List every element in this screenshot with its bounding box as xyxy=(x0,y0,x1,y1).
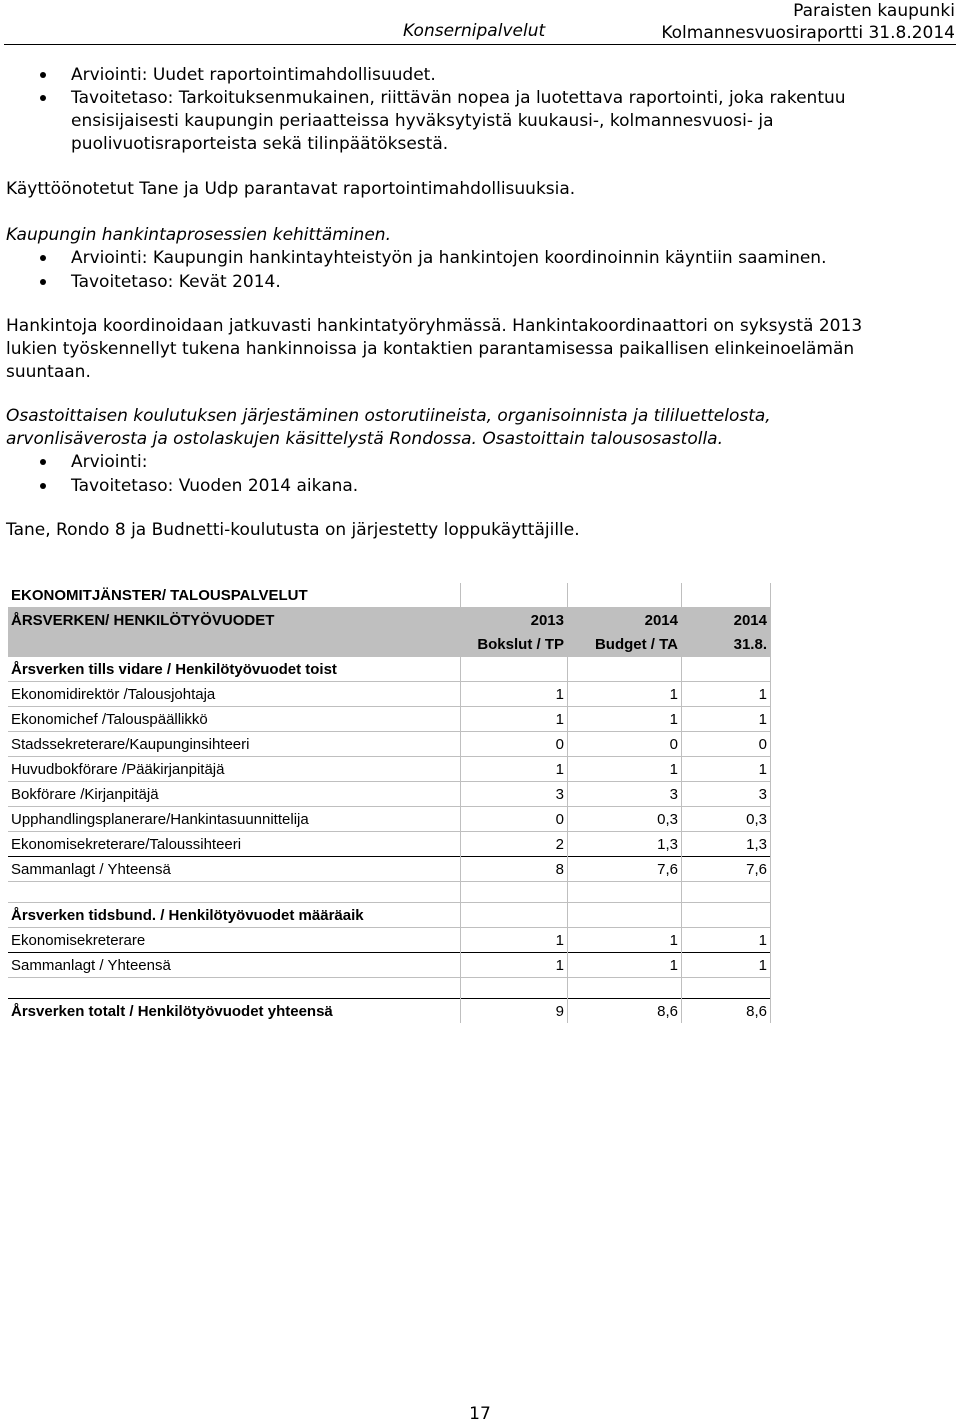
bullet-text: Tavoitetaso: Tarkoituksenmukainen, riittävän nopea ja luotettava raportointi, joka rakentuu xyxy=(71,88,846,108)
year-header: 2013 xyxy=(461,608,568,633)
table-row: Stadssekreterare/Kaupunginsihteeri 0 0 0 xyxy=(8,732,771,757)
bullet-text: puolivuotisraporteista sekä tilinpäätöksestä. xyxy=(71,134,449,154)
subtotal-row: Sammanlagt / Yhteensä 1 1 1 xyxy=(8,953,771,978)
paragraph: Käyttöönotetut Tane ja Udp parantavat raportointimahdollisuuksia. xyxy=(6,179,576,199)
subtotal-row: Sammanlagt / Yhteensä 8 7,6 7,6 xyxy=(8,857,771,882)
section-heading: Osastoittaisen koulutuksen järjestäminen ostorutiineista, organisoinnista ja tililuettelosta, xyxy=(6,406,771,426)
column-subheader: Bokslut / TP xyxy=(461,632,568,657)
paragraph: Hankintoja koordinoidaan jatkuvasti hankintatyöryhmässä. Hankintakoordinaattori on syksystä 2013 xyxy=(6,316,863,336)
paragraph: Tane, Rondo 8 ja Budnetti-koulutusta on järjestetty loppukäyttäjille. xyxy=(6,520,580,540)
bullet-text: Arviointi: Uudet raportointimahdollisuudet. xyxy=(71,65,436,85)
bullet-text: ensisijaisesti kaupungin periaatteissa hyväksytyistä kuukausi-, kolmannesvuosi- ja xyxy=(71,111,774,131)
year-header: 2014 xyxy=(682,608,771,633)
table-subtitle: ÅRSVERKEN/ HENKILÖTYÖVUODET xyxy=(8,608,461,633)
header-rule xyxy=(4,44,956,45)
bullet-text: Arviointi: Kaupungin hankintayhteistyön ja hankintojen koordinoinnin käyntiin saaminen. xyxy=(71,248,827,268)
column-subheader: Budget / TA xyxy=(568,632,682,657)
table-row: Ekonomidirektör /Talousjohtaja 1 1 1 xyxy=(8,682,771,707)
table-row: Huvudbokförare /Pääkirjanpitäjä 1 1 1 xyxy=(8,757,771,782)
section-name: Konsernipalvelut xyxy=(403,21,546,41)
bullet-icon xyxy=(40,459,46,465)
section-heading: arvonlisäverosta ja ostolaskujen käsittelystä Rondossa. Osastoittain talousosastolla. xyxy=(6,429,723,449)
bullet-text: Tavoitetaso: Vuoden 2014 aikana. xyxy=(71,476,359,496)
column-subheader: 31.8. xyxy=(682,632,771,657)
section-heading: Kaupungin hankintaprosessien kehittäminen. xyxy=(6,225,391,245)
table-title: EKONOMITJÄNSTER/ TALOUSPALVELUT xyxy=(8,583,461,608)
year-header: 2014 xyxy=(568,608,682,633)
report-header xyxy=(661,0,955,44)
paragraph: suuntaan. xyxy=(6,362,91,382)
section-title: Årsverken tills vidare / Henkilötyövuodet toist xyxy=(8,657,461,682)
paragraph: lukien työskennellyt tukena hankinnoissa ja kontaktien parantamisessa paikallisen elinkeinoelämän xyxy=(6,339,855,359)
table-row: Ekonomisekreterare/Taloussihteeri 2 1,3 1,3 xyxy=(8,832,771,857)
table-row: Ekonomichef /Talouspäällikkö 1 1 1 xyxy=(8,707,771,732)
bullet-icon xyxy=(40,279,46,285)
bullet-icon xyxy=(40,72,46,78)
table-row: Upphandlingsplanerare/Hankintasuunnittelija 0 0,3 0,3 xyxy=(8,807,771,832)
bullet-icon xyxy=(40,95,46,101)
personnel-table xyxy=(8,583,771,1023)
org-name: Paraisten kaupunki xyxy=(793,1,955,21)
section-title: Årsverken tidsbund. / Henkilötyövuodet määräaik xyxy=(8,903,461,928)
grand-total-row: Årsverken totalt / Henkilötyövuodet yhteensä 9 8,6 8,6 xyxy=(8,999,771,1024)
bullet-text: Arviointi: xyxy=(71,452,148,472)
page-number: 17 xyxy=(469,1404,491,1424)
table-row: Ekonomisekreterare 1 1 1 xyxy=(8,928,771,953)
bullet-icon xyxy=(40,255,46,261)
bullet-text: Tavoitetaso: Kevät 2014. xyxy=(71,272,281,292)
report-title: Kolmannesvuosiraportti 31.8.2014 xyxy=(661,23,955,43)
table-row: Bokförare /Kirjanpitäjä 3 3 3 xyxy=(8,782,771,807)
bullet-icon xyxy=(40,483,46,489)
